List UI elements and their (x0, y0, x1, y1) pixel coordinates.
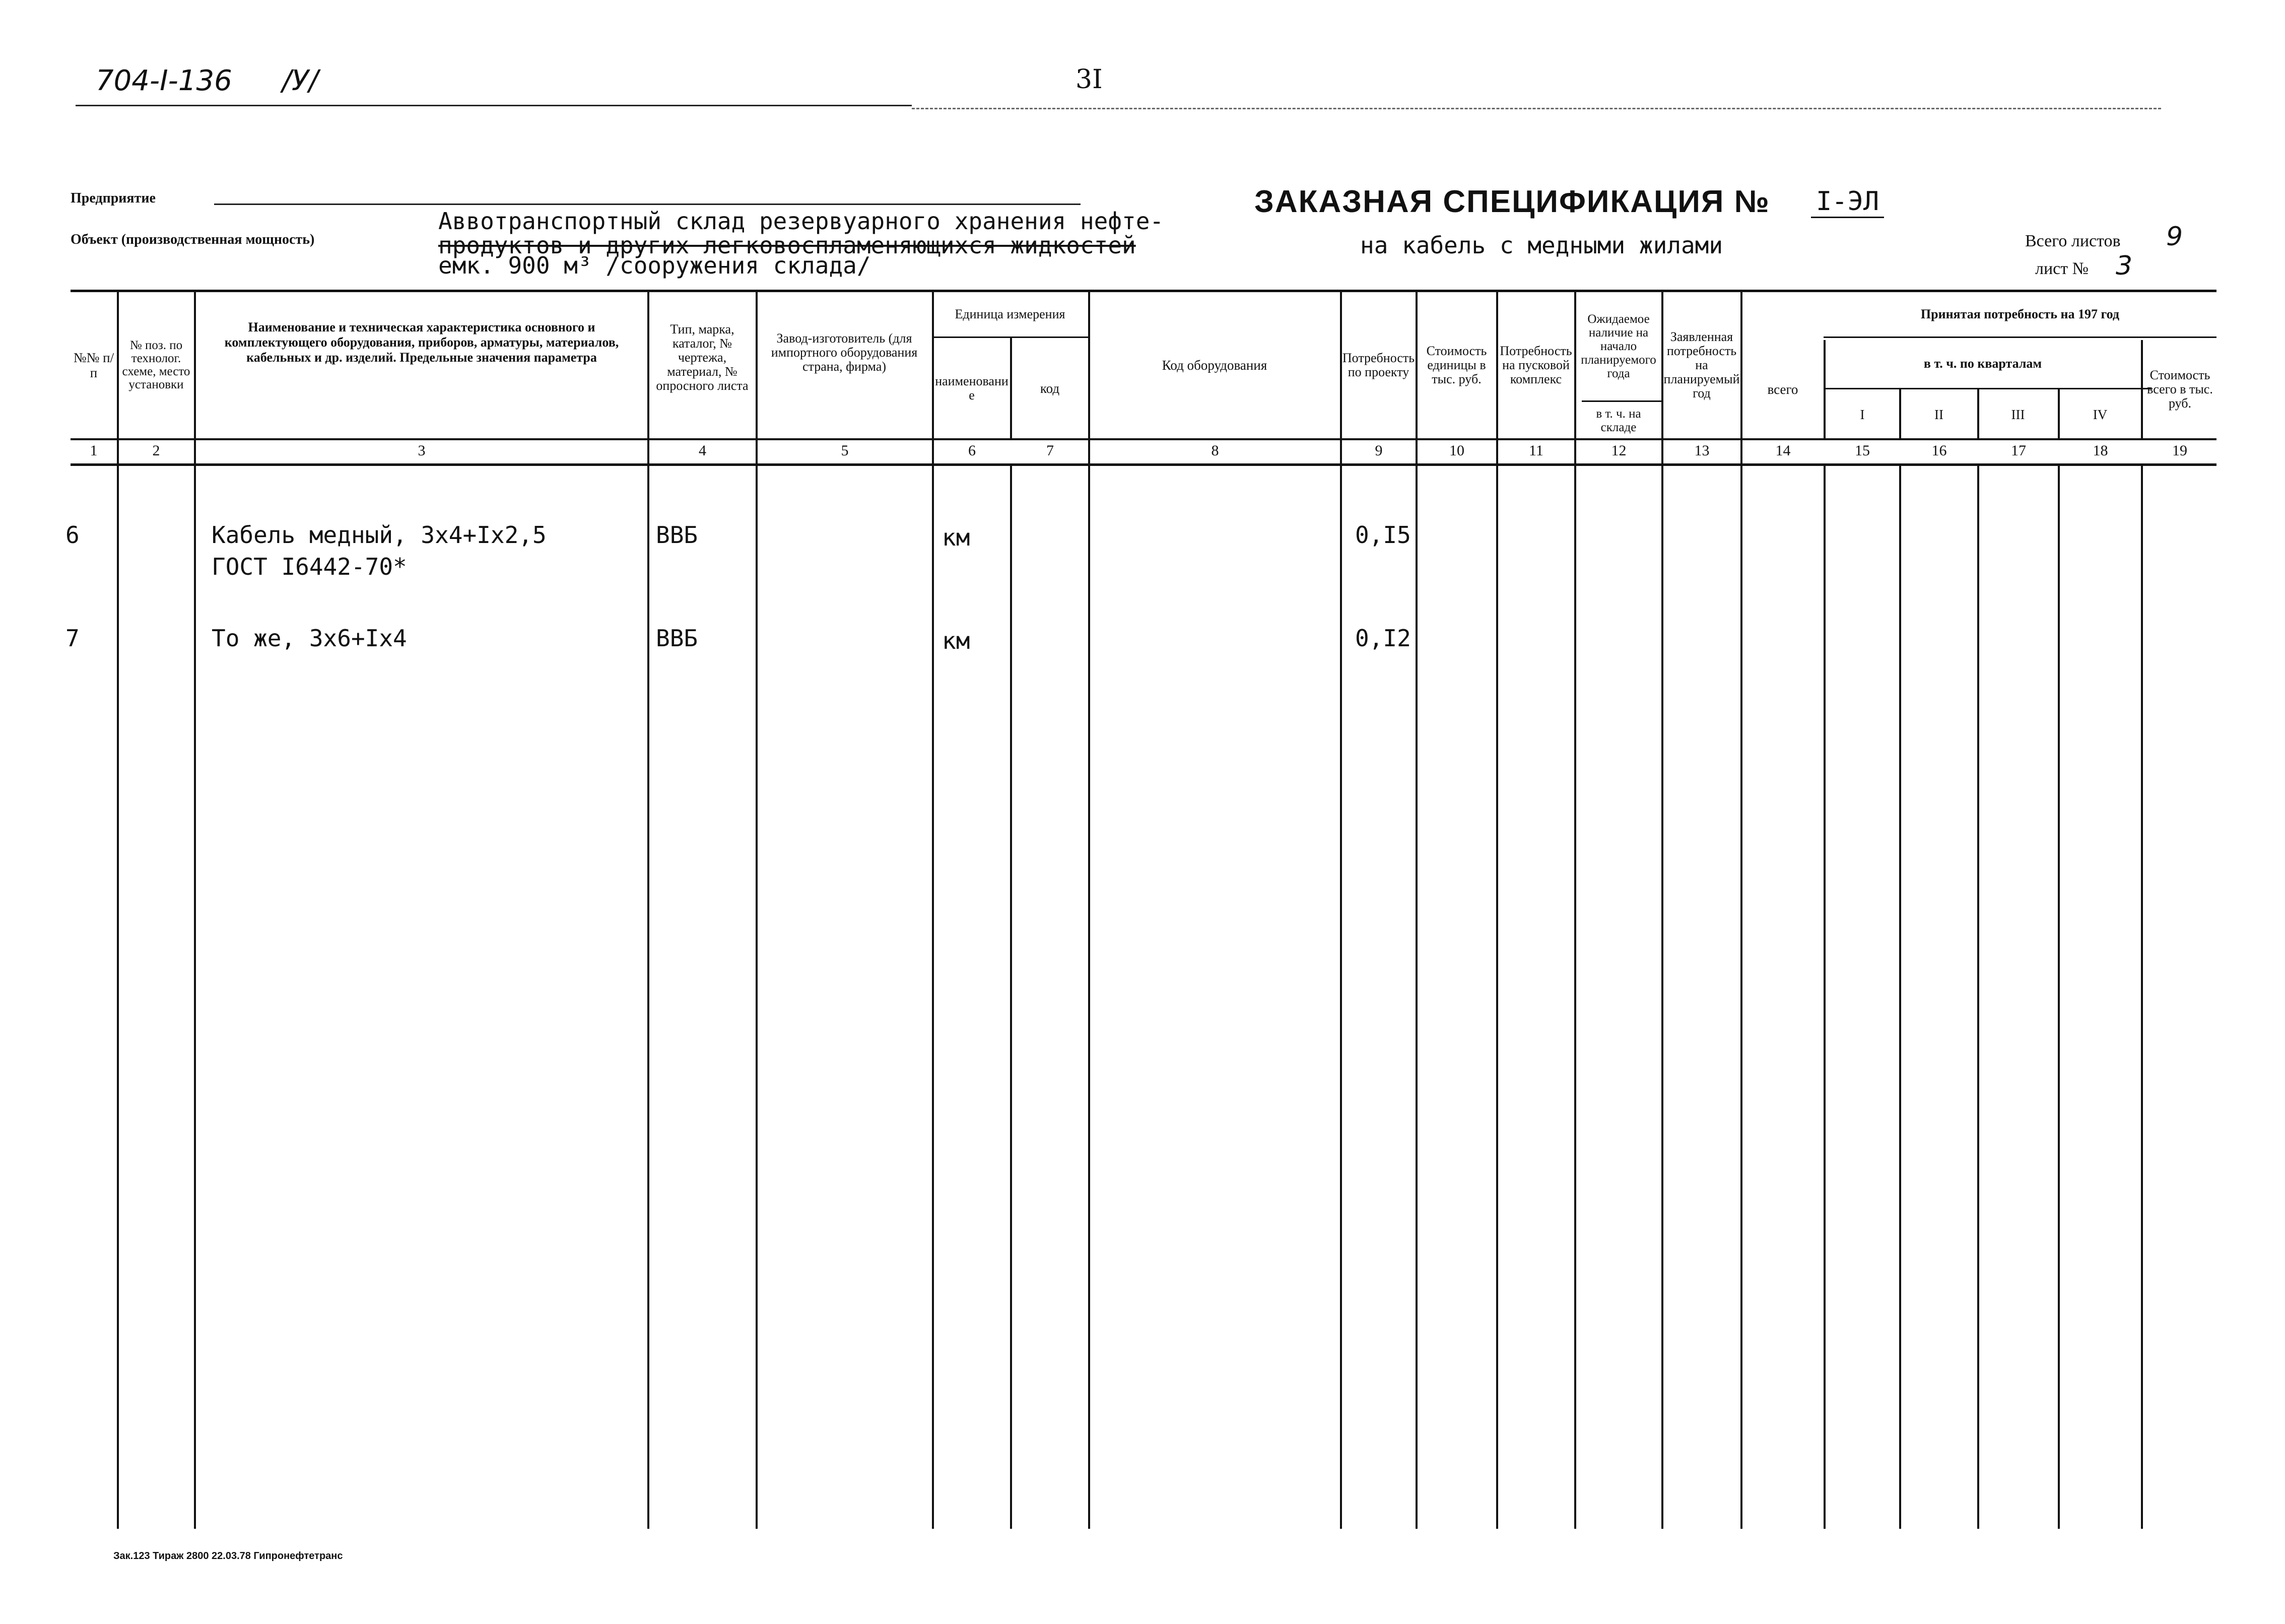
quarters-group-rule (1824, 388, 2151, 389)
sheet-number: 3 (2116, 251, 2133, 281)
spec-number: I-ЭЛ (1811, 186, 1884, 218)
col-line-12 (1661, 290, 1663, 1529)
col-line-4 (756, 290, 758, 1529)
item-quantity: 0,I2 (1355, 625, 1411, 652)
col14-15-line (1824, 340, 1826, 438)
row-number: 7 (65, 625, 80, 652)
col-number: 18 (2093, 442, 2108, 459)
col-line-13 (1740, 290, 1742, 1529)
col-line-5 (932, 290, 934, 1529)
col-header-16: II (1934, 407, 1943, 422)
numbers-bottom-rule (71, 463, 2216, 466)
col-number: 3 (418, 442, 426, 459)
q3-line (1977, 388, 1979, 438)
col-header-8: Код оборудования (1162, 358, 1267, 373)
spec-subtitle: на кабель с медными жилами (1360, 232, 1723, 259)
col-line-10 (1496, 290, 1498, 1529)
col-header-2: № поз. по технолог. схеме, место установки (122, 339, 190, 391)
item-type: ВВБ (656, 521, 698, 549)
object-text-line3: емк. 900 м³ /сооружения склада/ (438, 252, 871, 279)
item-standard: ГОСТ I6442-70* (212, 553, 407, 580)
col-header-14: всего (1767, 381, 1798, 397)
col-header-10: Стоимость единицы в тыс. руб. (1426, 344, 1487, 386)
sheet-label: лист № (2035, 259, 2089, 278)
col-header-7: код (1040, 381, 1060, 396)
item-name: Кабель медный, 3х4+Iх2,5 (212, 521, 547, 549)
footer-imprint: Зак.123 Тираж 2800 22.03.78 Гипронефтетранс (113, 1550, 343, 1562)
header-rule-dashed (912, 108, 2161, 109)
enterprise-label: Предприятие (71, 190, 156, 206)
col-number: 15 (1855, 442, 1870, 459)
col-number: 11 (1529, 442, 1543, 459)
col-header-4: Тип, марка, каталог, № чертежа, материал, № опросного листа (656, 322, 749, 393)
col-number: 8 (1211, 442, 1219, 459)
col-number: 4 (699, 442, 706, 459)
enterprise-line (214, 204, 1081, 205)
col-line-7 (1088, 290, 1090, 1529)
q4-line (2058, 388, 2060, 438)
object-label: Объект (производственная мощность) (71, 232, 315, 247)
col-line-17 (2058, 463, 2060, 1529)
document-code: 704-I-136 (96, 64, 232, 97)
col-number: 17 (2011, 442, 2026, 459)
total-sheets-label: Всего листов (2025, 232, 2121, 250)
item-type: ВВБ (656, 625, 698, 652)
col-header-17: III (2011, 407, 2025, 422)
item-quantity: 0,I5 (1355, 521, 1411, 549)
col-header-1: №№ п/п (73, 350, 114, 380)
col-header-9: Потребность по проекту (1342, 351, 1415, 379)
col-number: 12 (1611, 442, 1627, 459)
row-number: 6 (65, 521, 80, 549)
col-number: 7 (1046, 442, 1054, 459)
col-line-2 (194, 290, 196, 1529)
col-header-5: Завод-изготовитель (для импортного оборудования страна, фирма) (771, 331, 918, 374)
item-name: То же, 3х6+Iх4 (212, 625, 407, 652)
col-number: 1 (90, 442, 98, 459)
col-line-15 (1899, 463, 1901, 1529)
col-line-3 (647, 290, 649, 1529)
col-number: 16 (1931, 442, 1947, 459)
col-number: 13 (1694, 442, 1710, 459)
object-text-line2: продуктов и других легковоспламеняющихся жидкостей (438, 232, 1136, 259)
quarters-group-header: в т. ч. по кварталам (1923, 356, 2042, 371)
col-line-1 (117, 290, 119, 1529)
col-header-15: I (1860, 407, 1865, 422)
col-header-11: Потребность на пусковой комплекс (1500, 344, 1572, 386)
col-header-6: наименование (935, 374, 1009, 402)
header-bottom-rule (71, 438, 2216, 440)
col-number: 5 (841, 442, 849, 459)
col-header-12-bottom: в т. ч. на складе (1596, 407, 1641, 434)
col-number: 10 (1449, 442, 1464, 459)
object-text-line1: Аввотранспортный склад резервуарного хранения нефте- (438, 208, 1164, 235)
q2-line (1899, 388, 1901, 438)
col-header-18: IV (2093, 407, 2108, 422)
col-line-9 (1416, 290, 1418, 1529)
col-number: 14 (1775, 442, 1791, 459)
col-line-6 (1010, 463, 1012, 1529)
col-line-8 (1340, 290, 1342, 1529)
col-number: 6 (968, 442, 976, 459)
col-number: 9 (1375, 442, 1383, 459)
col-header-12-top: Ожидаемое наличие на начало планируемого года (1581, 312, 1656, 380)
col19-line (2141, 340, 2143, 438)
unit-group-header: Единица измерения (955, 307, 1065, 321)
page-number: 3I (1076, 64, 1103, 95)
col-header-3: Наименование и техническая характеристика основного и комплектующего оборудования, приборов, арматуры, материалов, кабельных и др. изделий. Предельные значения параметра (224, 320, 619, 365)
item-unit: км (942, 627, 970, 654)
col12-split-rule (1582, 400, 1662, 402)
album-number: /У/ (282, 64, 318, 97)
total-sheets: 9 (2166, 222, 2183, 252)
col-line-16 (1977, 463, 1979, 1529)
col-number: 2 (152, 442, 160, 459)
col-number: 19 (2172, 442, 2187, 459)
accepted-group-rule (1824, 336, 2216, 338)
col-header-13: Заявленная потребность на планируемый год (1663, 329, 1740, 400)
spec-title: ЗАКАЗНАЯ СПЕЦИФИКАЦИЯ № (1254, 184, 1770, 219)
col-line-14 (1824, 463, 1826, 1529)
unit-split-line (1010, 336, 1012, 440)
header-rule (76, 105, 912, 106)
item-unit: км (942, 524, 970, 551)
accepted-group-header: Принятая потребность на 197 год (1920, 307, 2120, 321)
col-line-11 (1574, 290, 1576, 1529)
col-header-19: Стоимость всего в тыс. руб. (2147, 367, 2213, 411)
col-line-18 (2141, 463, 2143, 1529)
